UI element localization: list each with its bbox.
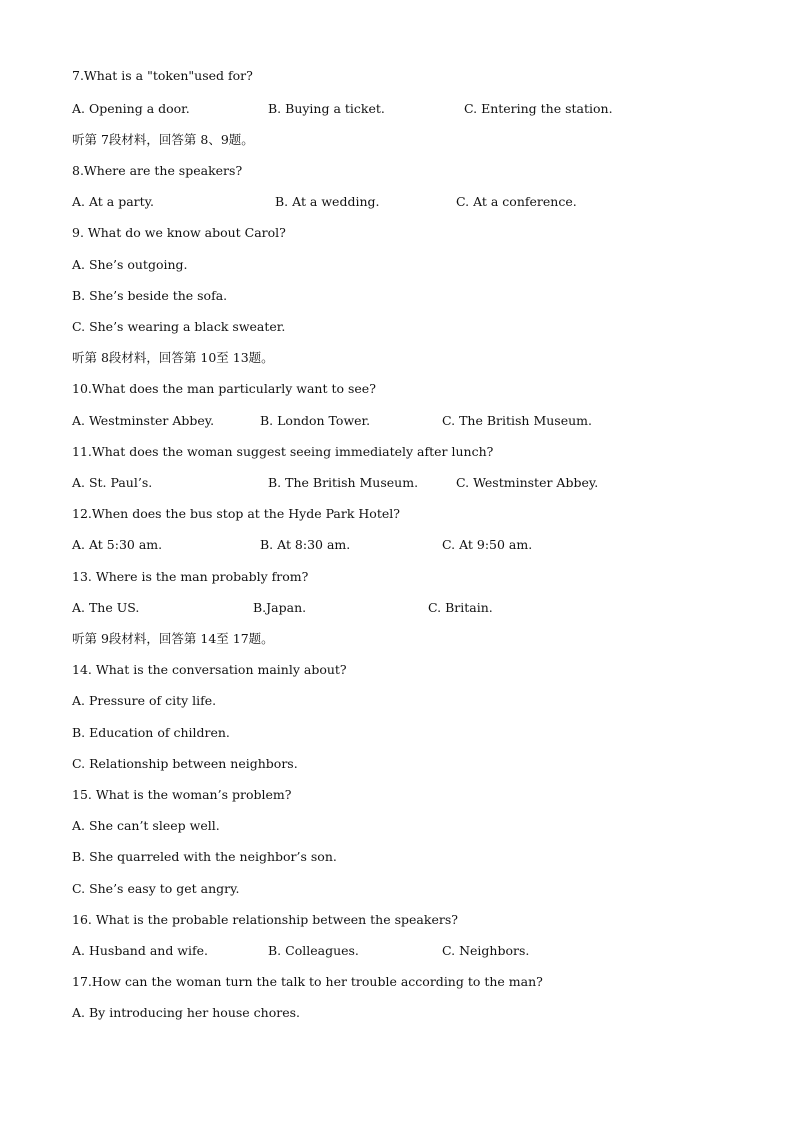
q9-option-b: B. She’s beside the sofa. bbox=[72, 288, 228, 303]
q14-option-b: B. Education of children. bbox=[72, 725, 230, 740]
q9-option-a: A. She’s outgoing. bbox=[72, 257, 188, 272]
question-11: 11.What does the woman suggest seeing immediately after lunch? bbox=[72, 444, 494, 459]
q10-option-b: B. London Tower. bbox=[260, 413, 371, 428]
question-16: 16. What is the probable relationship between the speakers? bbox=[72, 912, 458, 927]
section-heading-8: 听第 8段材料，回答第 10至 13题。 bbox=[72, 350, 274, 365]
q14-option-a: A. Pressure of city life. bbox=[72, 693, 217, 708]
q17-option-a: A. By introducing her house chores. bbox=[72, 1005, 300, 1020]
q13-option-c: C. Britain. bbox=[428, 600, 493, 615]
question-12: 12.When does the bus stop at the Hyde Park Hotel? bbox=[72, 506, 400, 521]
question-17: 17.How can the woman turn the talk to her trouble according to the man? bbox=[72, 974, 543, 989]
q13-option-b: B.Japan. bbox=[253, 600, 307, 615]
question-10: 10.What does the man particularly want to see? bbox=[72, 381, 376, 396]
q7-option-a: A. Opening a door. bbox=[72, 101, 190, 116]
q10-option-c: C. The British Museum. bbox=[442, 413, 592, 428]
q10-option-a: A. Westminster Abbey. bbox=[72, 413, 215, 428]
q8-option-b: B. At a wedding. bbox=[275, 194, 380, 209]
section-heading-9: 听第 9段材料，回答第 14至 17题。 bbox=[72, 631, 274, 646]
question-8: 8.Where are the speakers? bbox=[72, 163, 243, 178]
q14-option-c: C. Relationship between neighbors. bbox=[72, 756, 298, 771]
q12-option-b: B. At 8:30 am. bbox=[260, 537, 351, 552]
q12-option-a: A. At 5:30 am. bbox=[72, 537, 163, 552]
question-7: 7.What is a "token"used for? bbox=[72, 68, 253, 83]
section-heading-7: 听第 7段材料，回答第 8、9题。 bbox=[72, 132, 254, 147]
q7-option-b: B. Buying a ticket. bbox=[268, 101, 385, 116]
q16-option-b: B. Colleagues. bbox=[268, 943, 359, 958]
question-15: 15. What is the woman’s problem? bbox=[72, 787, 292, 802]
q11-option-b: B. The British Museum. bbox=[268, 475, 419, 490]
question-9: 9. What do we know about Carol? bbox=[72, 225, 286, 240]
q8-option-c: C. At a conference. bbox=[456, 194, 577, 209]
q16-option-c: C. Neighbors. bbox=[442, 943, 530, 958]
q9-option-c: C. She’s wearing a black sweater. bbox=[72, 319, 286, 334]
q11-option-a: A. St. Paul’s. bbox=[72, 475, 153, 490]
q15-option-a: A. She can’t sleep well. bbox=[72, 818, 220, 833]
q15-option-c: C. She’s easy to get angry. bbox=[72, 881, 240, 896]
q8-option-a: A. At a party. bbox=[72, 194, 155, 209]
q13-option-a: A. The US. bbox=[72, 600, 140, 615]
q7-option-c: C. Entering the station. bbox=[464, 101, 613, 116]
q16-option-a: A. Husband and wife. bbox=[72, 943, 208, 958]
q11-option-c: C. Westminster Abbey. bbox=[456, 475, 599, 490]
question-14: 14. What is the conversation mainly about? bbox=[72, 662, 347, 677]
question-13: 13. Where is the man probably from? bbox=[72, 569, 309, 584]
q15-option-b: B. She quarreled with the neighbor’s son. bbox=[72, 849, 337, 864]
q12-option-c: C. At 9:50 am. bbox=[442, 537, 533, 552]
